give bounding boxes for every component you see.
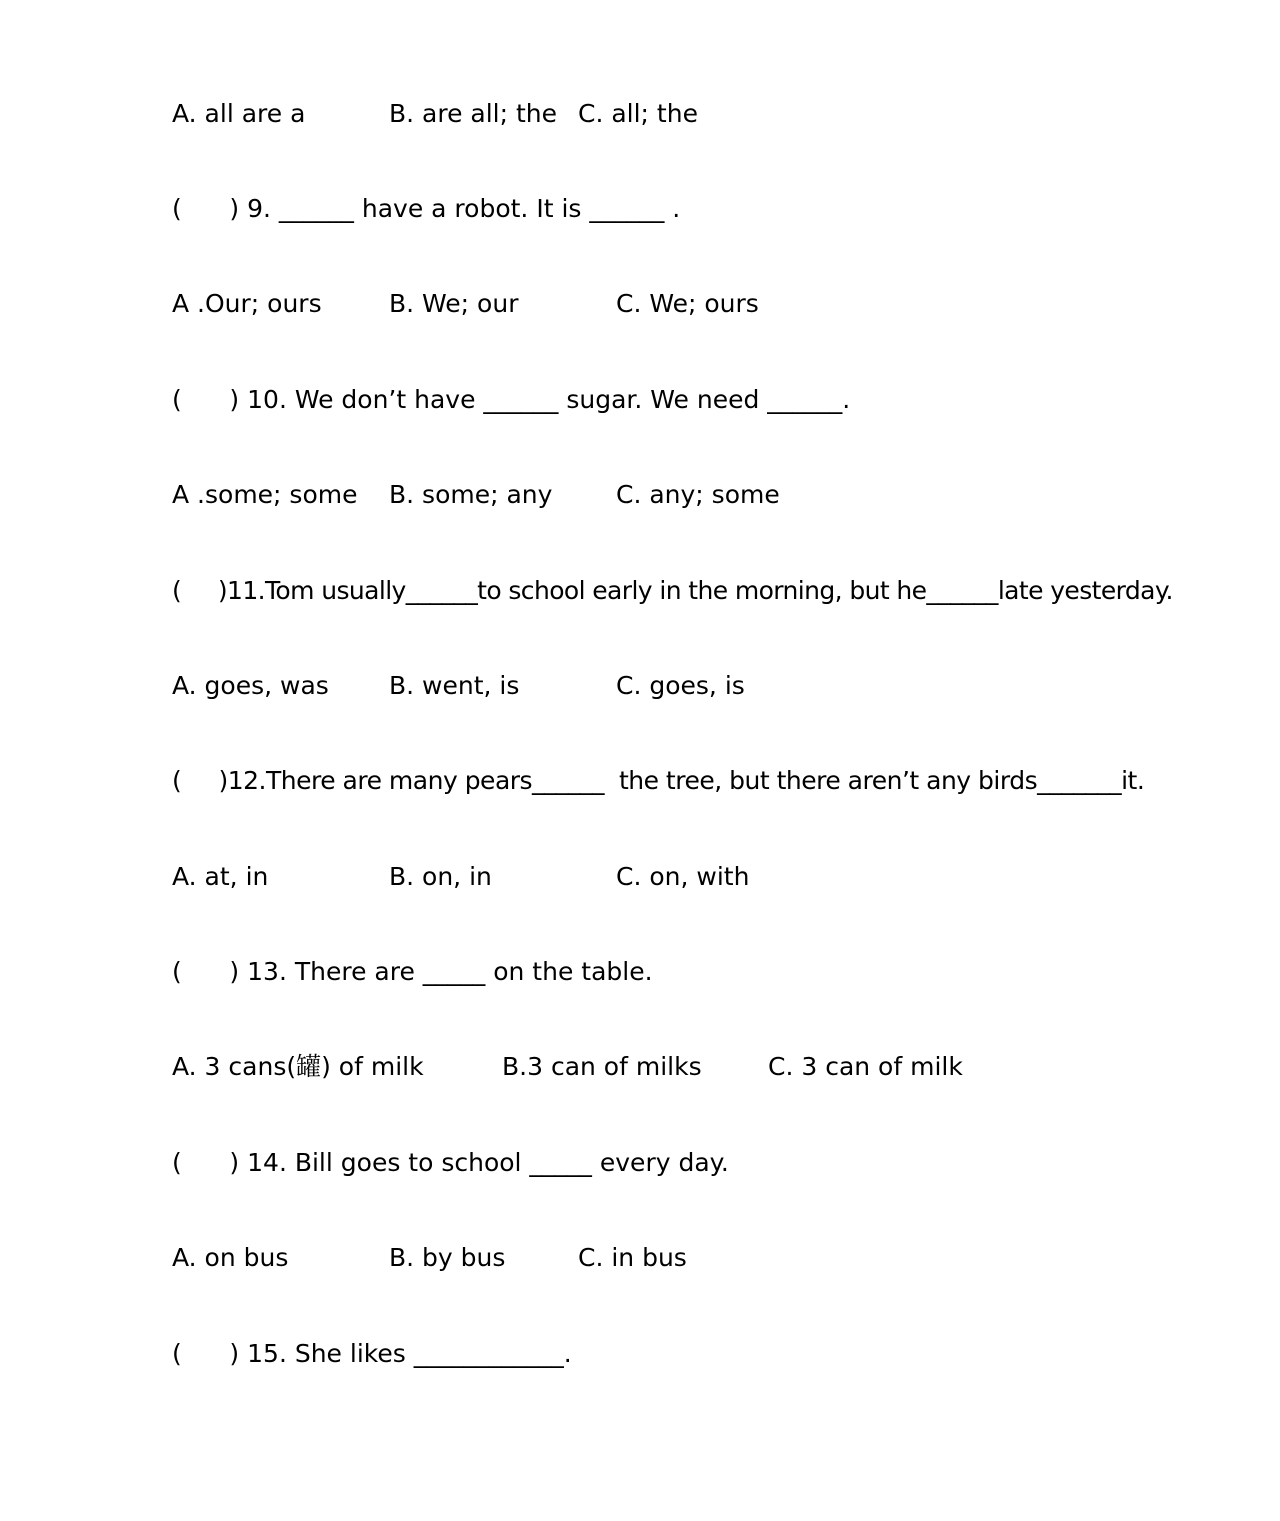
option-b: B. We; our — [389, 289, 519, 318]
question-11: ( )11.Tom usually______to school early in the morning, but he______late yesterday. — [172, 576, 1173, 605]
option-b: B. went, is — [389, 671, 520, 700]
option-b: B. by bus — [389, 1243, 506, 1272]
option-c: C. any; some — [616, 480, 780, 509]
options-line-q10 — [172, 475, 780, 515]
options-line-q8 — [172, 94, 698, 134]
options-line-q12 — [172, 857, 750, 897]
option-b: B. on, in — [389, 862, 492, 891]
options-line-q9 — [172, 284, 759, 324]
option-a: A. 3 cans(罐) of milk — [172, 1052, 424, 1081]
option-c: C. We; ours — [616, 289, 759, 318]
option-c: C. on, with — [616, 862, 750, 891]
question-12: ( )12.There are many pears______ the tree, but there aren’t any birds_______it. — [172, 766, 1145, 795]
option-b: B. are all; the — [389, 99, 558, 128]
option-a: A .some; some — [172, 480, 358, 509]
option-a: A. on bus — [172, 1243, 289, 1272]
option-a: A. at, in — [172, 862, 269, 891]
option-a: A .Our; ours — [172, 289, 322, 318]
option-c: C. goes, is — [616, 671, 745, 700]
options-line-q11 — [172, 666, 745, 706]
option-a: A. all are a — [172, 99, 306, 128]
question-14: ( ) 14. Bill goes to school _____ every day. — [172, 1148, 729, 1177]
question-13: ( ) 13. There are _____ on the table. — [172, 957, 653, 986]
option-c: C. 3 can of milk — [768, 1052, 963, 1081]
option-a: A. goes, was — [172, 671, 329, 700]
question-10: ( ) 10. We don’t have ______ sugar. We need ______. — [172, 385, 851, 414]
option-b: B. some; any — [389, 480, 553, 509]
option-b: B.3 can of milks — [502, 1052, 702, 1081]
option-c: C. all; the — [578, 99, 698, 128]
options-line-q13 — [172, 1047, 963, 1087]
option-c: C. in bus — [578, 1243, 687, 1272]
question-9: ( ) 9. ______ have a robot. It is ______ . — [172, 194, 681, 223]
options-line-q14 — [172, 1238, 687, 1278]
question-15: ( ) 15. She likes ____________. — [172, 1339, 572, 1368]
